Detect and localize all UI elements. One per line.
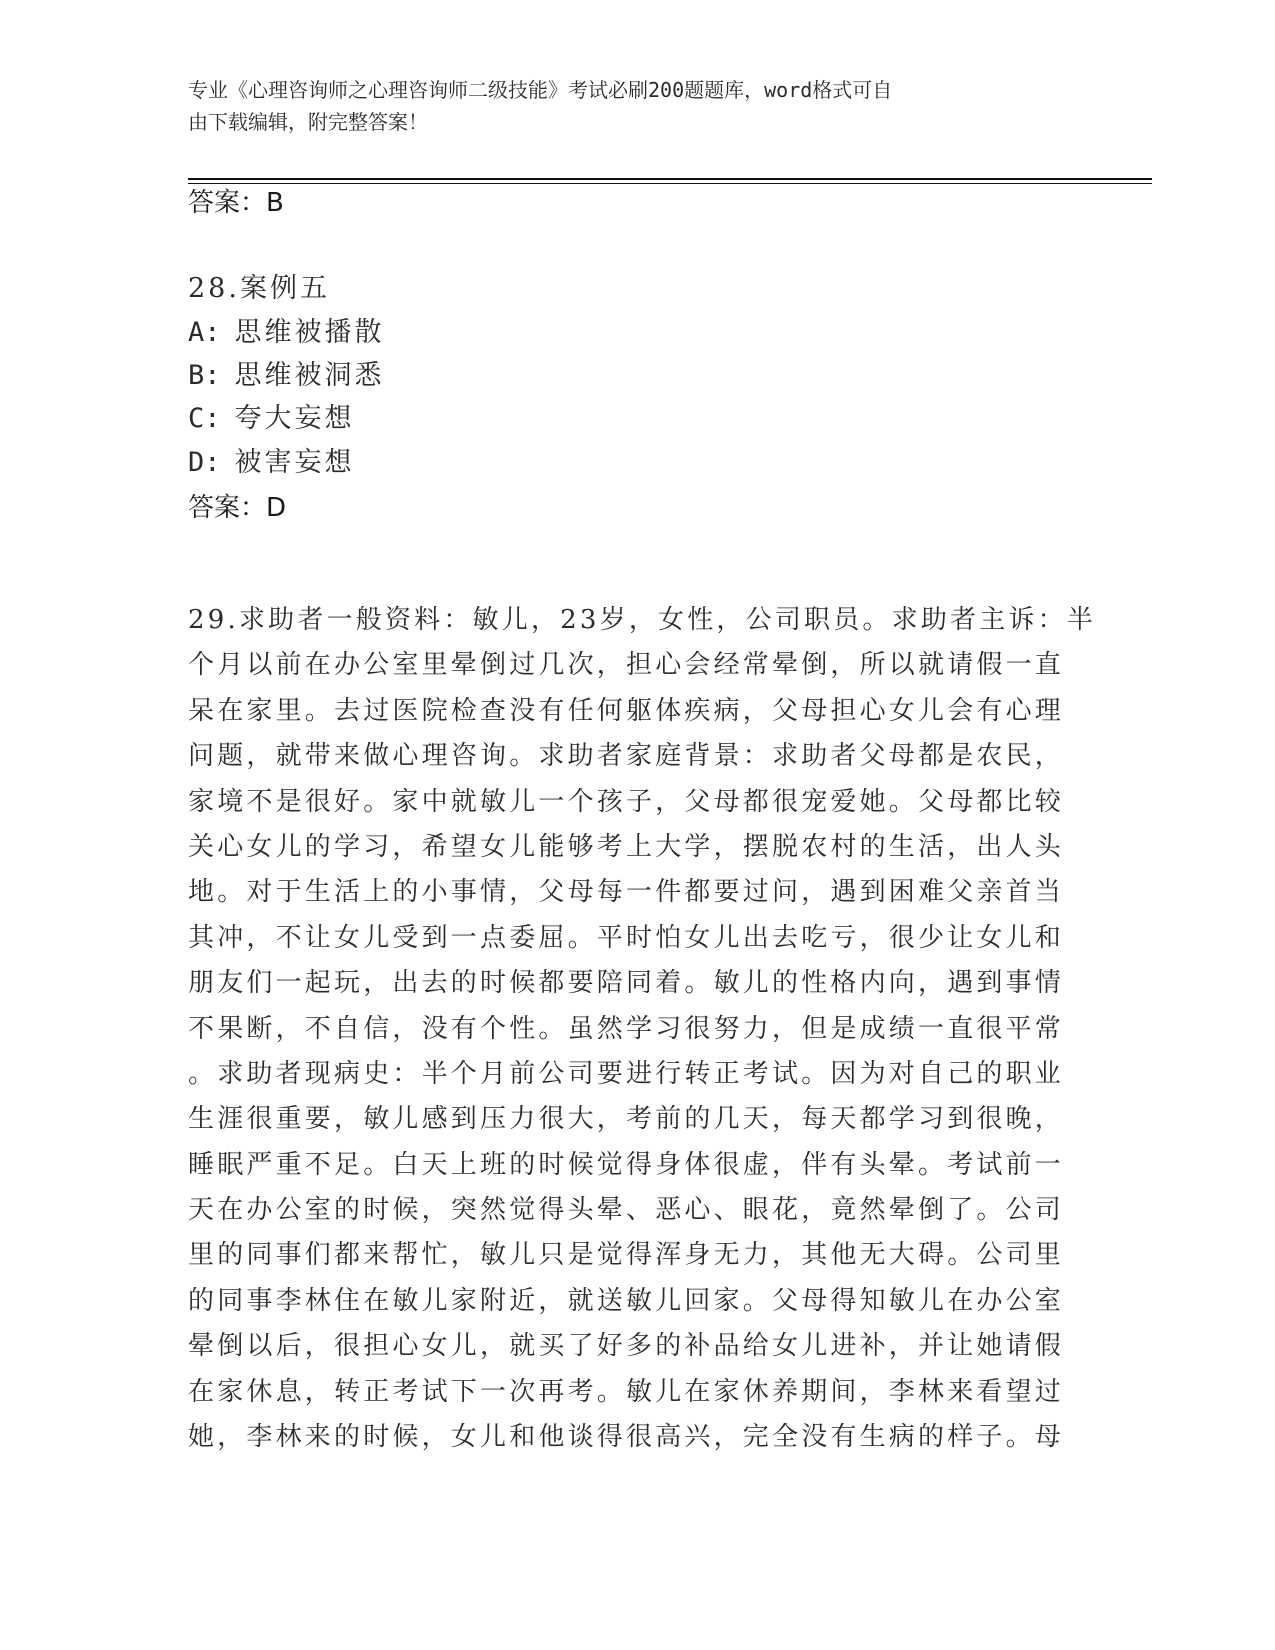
question-29-body	[188, 603, 1097, 1465]
question-28-answer: 答案：D	[188, 493, 287, 523]
question-29-line: 。求助者现病史：半个月前公司要进行转正考试。因为对自己的职业	[188, 1058, 1065, 1089]
option-letter: B:	[188, 360, 221, 391]
question-29-line: 晕倒以后，很担心女儿，就买了好多的补品给女儿进补，并让她请假	[188, 1331, 1065, 1362]
question-28-option-d	[188, 446, 355, 480]
question-28-option-b	[188, 359, 385, 393]
option-letter: D:	[188, 447, 221, 478]
question-29-line: 不果断，不自信，没有个性。虽然学习很努力，但是成绩一直很平常	[188, 1013, 1065, 1044]
question-28-option-c	[188, 402, 355, 436]
question-29-line: 关心女儿的学习，希望女儿能够考上大学，摆脱农村的生活，出人头	[188, 831, 1065, 862]
question-28-title: 28.案例五	[188, 273, 330, 304]
option-text: 思维被洞悉	[234, 360, 385, 391]
header-divider-thick	[188, 178, 1152, 180]
question-28-option-a	[188, 316, 385, 350]
question-29-line: 朋友们一起玩，出去的时候都要陪同着。敏儿的性格内向，遇到事情	[188, 968, 1065, 999]
option-letter: A:	[188, 317, 221, 348]
question-29-line: 天在办公室的时候，突然觉得头晕、恶心、眼花，竟然晕倒了。公司	[188, 1195, 1065, 1226]
header-divider-thin	[188, 183, 1152, 184]
question-29-line: 地。对于生活上的小事情，父母每一件都要过问，遇到困难父亲首当	[188, 877, 1065, 908]
option-text: 被害妄想	[234, 447, 355, 478]
option-letter: C:	[188, 403, 221, 434]
question-29-line: 其冲，不让女儿受到一点委屈。平时怕女儿出去吃亏，很少让女儿和	[188, 922, 1065, 953]
question-29-line: 在家休息，转正考试下一次再考。敏儿在家休养期间，李林来看望过	[188, 1376, 1065, 1407]
previous-answer: 答案：B	[188, 188, 284, 218]
question-29-line: 29.求助者一般资料：敏儿，23岁，女性，公司职员。求助者主诉：半	[188, 605, 1097, 635]
question-29-line: 的同事李林住在敏儿家附近，就送敏儿回家。父母得知敏儿在办公室	[188, 1285, 1065, 1316]
question-29-line: 个月以前在办公室里晕倒过几次，担心会经常晕倒，所以就请假一直	[188, 650, 1065, 681]
question-29-line: 她，李林来的时候，女儿和他谈得很高兴，完全没有生病的样子。母	[188, 1422, 1065, 1453]
question-29-line: 家境不是很好。家中就敏儿一个孩子，父母都很宠爱她。父母都比较	[188, 786, 1065, 817]
question-29-line: 呆在家里。去过医院检查没有任何躯体疾病，父母担心女儿会有心理	[188, 695, 1065, 726]
option-text: 夸大妄想	[234, 403, 355, 434]
question-29-line: 问题，就带来做心理咨询。求助者家庭背景：求助者父母都是农民，	[188, 741, 1065, 772]
option-text: 思维被播散	[234, 317, 385, 348]
question-29-line: 睡眠严重不足。白天上班的时候觉得身体很虚，伴有头晕。考试前一	[188, 1149, 1065, 1180]
header-line-1: 专业《心理咨询师之心理咨询师二级技能》考试必刷200题题库，word格式可自	[188, 78, 893, 102]
question-29-line: 生涯很重要，敏儿感到压力很大，考前的几天，每天都学习到很晚，	[188, 1104, 1065, 1135]
question-29-line: 里的同事们都来帮忙，敏儿只是觉得浑身无力，其他无大碍。公司里	[188, 1240, 1065, 1271]
header-line-2: 由下载编辑，附完整答案！	[188, 110, 428, 134]
document-header	[188, 74, 1088, 138]
